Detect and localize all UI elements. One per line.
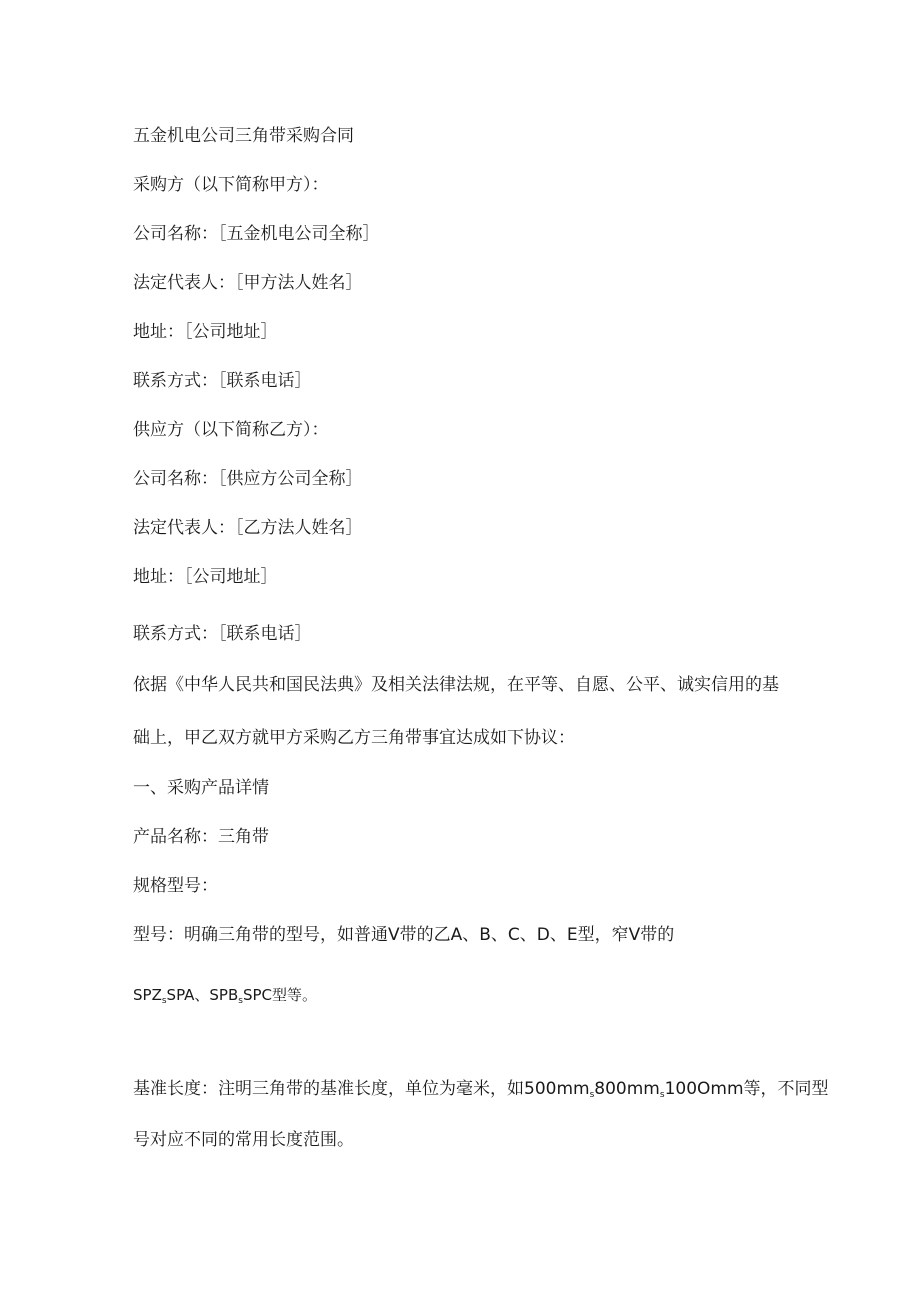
length-line-2: 号对应不同的常用长度范围。 (133, 1130, 354, 1150)
model-line-2-separator-2: s (238, 996, 243, 1006)
buyer-contact: 联系方式：［联系电话］ (133, 371, 312, 391)
buyer-heading: 采购方（以下简称甲方）： (133, 175, 329, 195)
section-1-heading: 一、采购产品详情 (133, 778, 269, 798)
model-line-1: 型号：明确三角带的型号，如普通V带的乙A、B、C、D、E型，窄V带的 (133, 925, 675, 945)
supplier-company: 公司名称：［供应方公司全称］ (133, 469, 363, 489)
model-line-2-separator-1: s (161, 996, 167, 1006)
supplier-heading: 供应方（以下简称乙方）： (133, 420, 329, 440)
model-line-2 (133, 983, 317, 1013)
length-line-1-part-b: 800mm (594, 1079, 660, 1099)
spec-label: 规格型号： (133, 876, 218, 896)
length-line-1-separator-1: s (589, 1090, 595, 1100)
supplier-address: 地址：［公司地址］ (133, 567, 278, 587)
product-name: 产品名称：三角带 (133, 827, 269, 847)
model-line-2-part-a: SPZ (133, 986, 162, 1004)
document-title: 五金机电公司三角带采购合同 (133, 126, 354, 146)
buyer-company: 公司名称：［五金机电公司全称］ (133, 224, 380, 244)
supplier-contact: 联系方式：［联系电话］ (133, 624, 312, 644)
length-line-1-part-a: 基准长度：注明三角带的基准长度，单位为毫米，如500mm (133, 1079, 590, 1099)
length-line-1-separator-2: s (659, 1090, 665, 1100)
supplier-representative: 法定代表人：［乙方法人姓名］ (133, 518, 363, 538)
length-line-1-part-c: 100Omm等，不同型 (664, 1079, 829, 1099)
model-line-2-part-c: SPC型等。 (242, 986, 318, 1004)
preamble-line-2: 础上，甲乙双方就甲方采购乙方三角带事宜达成如下协议： (133, 728, 575, 748)
model-line-2-part-b: SPA、SPB (166, 986, 239, 1004)
preamble-line-1: 依据《中华人民共和国民法典》及相关法律法规，在平等、自愿、公平、诚实信用的基 (133, 675, 779, 695)
buyer-address: 地址：［公司地址］ (133, 322, 278, 342)
length-line-1 (133, 1077, 829, 1107)
buyer-representative: 法定代表人：［甲方法人姓名］ (133, 273, 363, 293)
